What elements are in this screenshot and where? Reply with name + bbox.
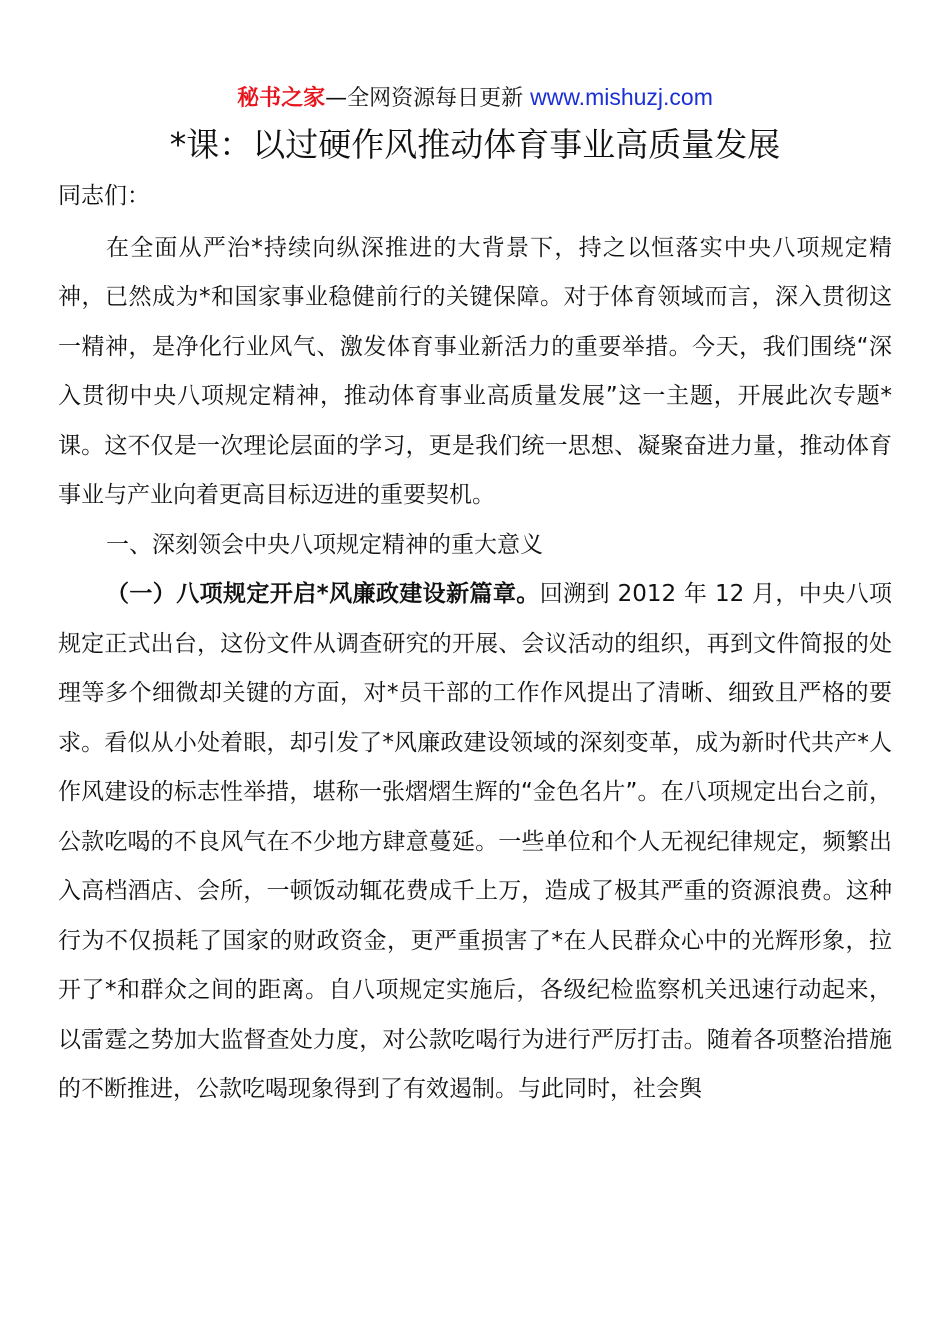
site-brand: 秘书之家: [237, 86, 326, 111]
document-body: [58, 172, 892, 1115]
site-tagline: —全网资源每日更新: [325, 86, 524, 111]
section-heading-1: 一、深刻领会中央八项规定精神的重大意义: [106, 531, 543, 558]
site-header: [0, 80, 950, 116]
salutation: 同志们：: [58, 183, 150, 209]
site-url[interactable]: www.mishuzj.com: [530, 84, 713, 110]
subsection-text-1: 回溯到 2012 年 12 月，中央八项规定正式出台，这份文件从调查研究的开展、会议活动的组织，再到文件简报的处理等多个细微却关键的方面，对*员干部的工作作风提出了清晰、细致且严格的要求。看似从小处着眼，却引发了*风廉政建设领域的深刻变革，成为新时代共产*人作风建设的标志性举措，堪称一张熠熠生辉的“金色名片”。在八项规定出台之前，公款吃喝的不良风气在不少地方肆意蔓延。一些单位和个人无视纪律规定，频繁出入高档酒店、会所，一顿饭动辄花费成千上万，造成了极其严重的资源浪费。这种行为不仅损耗了国家的财政资金，更严重损害了*在人民群众心中的光辉形象，拉开了*和群众之间的距离。自八项规定实施后，各级纪检监察机关迅速行动起来，以雷霆之势加大监督查处力度，对公款吃喝行为进行严厉打击。随着各项整治措施的不断推进，公款吃喝现象得到了有效遏制。与此同时，社会舆: [58, 581, 892, 1102]
subsection-paragraph-1: [58, 570, 892, 1115]
subsection-heading-1: （一）八项规定开启*风廉政建设新篇章。: [106, 581, 540, 607]
document-title: *课：以过硬作风推动体育事业高质量发展: [169, 125, 781, 164]
intro-paragraph: 在全面从严治*持续向纵深推进的大背景下，持之以恒落实中央八项规定精神，已然成为*和国家事业稳健前行的关键保障。对于体育领域而言，深入贯彻这一精神，是净化行业风气、激发体育事业新活力的重要举措。今天，我们围绕“深入贯彻中央八项规定精神，推动体育事业高质量发展”这一主题，开展此次专题*课。这不仅是一次理论层面的学习，更是我们统一思想、凝聚奋进力量，推动体育事业与产业向着更高目标迈进的重要契机。: [58, 234, 892, 508]
